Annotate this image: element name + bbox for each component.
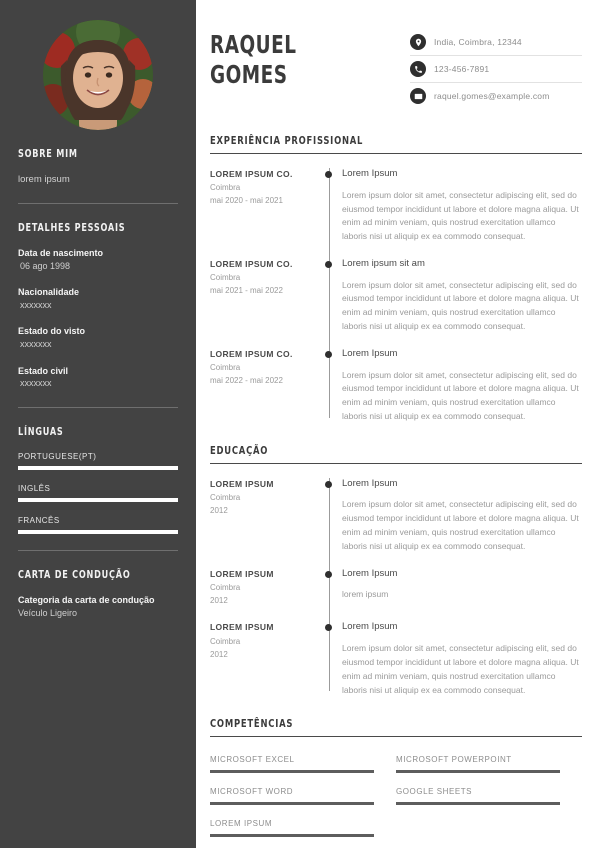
timeline-line bbox=[329, 168, 330, 258]
skill-item bbox=[210, 786, 396, 805]
timeline bbox=[322, 621, 338, 697]
personal-details-heading: DETALHES PESSOAIS bbox=[18, 222, 126, 235]
about-text: lorem ipsum bbox=[18, 174, 70, 185]
page-title bbox=[210, 26, 410, 89]
entry-description: lorem ipsum bbox=[342, 589, 389, 600]
entry-organization: LOREM IPSUM CO. bbox=[210, 258, 293, 269]
entry-description: Lorem ipsum dolor sit amet, consectetur adipiscing elit, sed do eiusmod tempor incididunt ut labore et dolore magna aliqua. Ut enim ad minim veniam, quis nostrud exercitation ullamco laboris nisi ut aliquip ex ea commodo consequat. bbox=[342, 279, 579, 331]
entry-date: mai 2020 - mai 2021 bbox=[210, 196, 283, 206]
first-name: RAQUEL bbox=[210, 30, 297, 59]
entry-date: 2012 bbox=[210, 649, 228, 659]
entry-meta bbox=[210, 478, 322, 554]
contact-phone bbox=[410, 61, 582, 83]
entry-city: Coimbra bbox=[210, 363, 241, 373]
entry-description: Lorem ipsum dolor sit amet, consectetur adipiscing elit, sed do eiusmod tempor incididunt ut labore et dolore magna aliqua. Ut enim ad minim veniam, quis nostrud exercitation ullamco laboris nisi ut aliquip ex ea commodo consequat. bbox=[342, 369, 579, 421]
entry-city: Coimbra bbox=[210, 492, 241, 502]
last-name: GOMES bbox=[210, 59, 288, 89]
experience-entry bbox=[210, 168, 582, 244]
skill-item bbox=[396, 786, 582, 805]
entry-date: 2012 bbox=[210, 595, 228, 605]
section-personal-details bbox=[18, 222, 178, 390]
skill-level-fill bbox=[210, 770, 374, 773]
skill-level-fill bbox=[210, 834, 374, 837]
skill-name: GOOGLE SHEETS bbox=[396, 787, 473, 797]
entry-title: Lorem Ipsum bbox=[342, 168, 398, 179]
driving-license-heading: CARTA DE CONDUÇÃO bbox=[18, 568, 131, 581]
detail-item bbox=[18, 286, 178, 312]
skill-name: MICROSOFT POWERPOINT bbox=[396, 755, 512, 765]
education-entry bbox=[210, 568, 582, 608]
entry-date: 2012 bbox=[210, 505, 228, 515]
detail-value: xxxxxxx bbox=[20, 299, 52, 310]
avatar bbox=[43, 20, 153, 130]
sidebar bbox=[0, 0, 196, 848]
entry-organization: LOREM IPSUM bbox=[210, 568, 274, 579]
section-rule bbox=[210, 736, 582, 737]
skill-level-track bbox=[396, 802, 560, 805]
entry-city: Coimbra bbox=[210, 582, 241, 592]
entry-date: mai 2021 - mai 2022 bbox=[210, 285, 283, 295]
timeline-line bbox=[329, 348, 330, 418]
timeline-dot-icon bbox=[325, 171, 332, 178]
entry-meta bbox=[210, 168, 322, 244]
skill-level-fill bbox=[210, 802, 374, 805]
skill-item bbox=[210, 754, 396, 773]
detail-value: xxxxxxx bbox=[20, 339, 52, 350]
profile-photo-wrapper bbox=[18, 20, 178, 130]
entry-meta bbox=[210, 568, 322, 608]
skill-item bbox=[396, 754, 582, 773]
language-level-track bbox=[18, 530, 178, 534]
section-about bbox=[18, 148, 178, 187]
entry-title: Lorem Ipsum bbox=[342, 621, 398, 633]
timeline bbox=[322, 258, 338, 334]
entry-title: Lorem Ipsum bbox=[342, 477, 398, 489]
detail-label: Data de nascimento bbox=[18, 248, 104, 259]
entry-meta bbox=[210, 621, 322, 697]
entry-organization: LOREM IPSUM bbox=[210, 622, 274, 633]
detail-label: Estado do visto bbox=[18, 326, 86, 337]
experience-entry bbox=[210, 258, 582, 334]
sidebar-divider bbox=[18, 203, 178, 204]
entry-body bbox=[338, 478, 582, 554]
entry-description: Lorem ipsum dolor sit amet, consectetur adipiscing elit, sed do eiusmod tempor incididunt ut labore et dolore magna aliqua. Ut enim ad minim veniam, quis nostrud exercitation ullamco laboris nisi ut aliquip ex ea commodo consequat. bbox=[342, 643, 579, 695]
entry-description: Lorem ipsum dolor sit amet, consectetur adipiscing elit, sed do eiusmod tempor incididunt ut labore et dolore magna aliqua. Ut enim ad minim veniam, quis nostrud exercitation ullamco laboris nisi ut aliquip ex ea commodo consequat. bbox=[342, 189, 579, 242]
entry-city: Coimbra bbox=[210, 636, 241, 646]
language-name: INGLÊS bbox=[18, 483, 51, 493]
detail-label: Estado civil bbox=[18, 365, 69, 376]
skill-level-track bbox=[210, 834, 374, 837]
entry-title: Lorem Ipsum bbox=[342, 567, 398, 579]
entry-body bbox=[338, 568, 582, 608]
entry-body bbox=[338, 621, 582, 697]
main-content bbox=[196, 0, 600, 848]
skill-name: LOREM IPSUM bbox=[210, 819, 273, 829]
language-item bbox=[18, 483, 178, 502]
language-level-track bbox=[18, 498, 178, 502]
timeline bbox=[322, 168, 338, 244]
education-entry bbox=[210, 478, 582, 554]
experience-heading: EXPERIÊNCIA PROFISSIONAL bbox=[210, 134, 364, 147]
section-skills bbox=[210, 717, 582, 837]
entry-body bbox=[338, 348, 582, 424]
education-heading: EDUCAÇÃO bbox=[210, 443, 269, 457]
timeline bbox=[322, 568, 338, 608]
timeline-dot-icon bbox=[325, 261, 332, 268]
contact-list bbox=[410, 26, 582, 114]
detail-value: xxxxxxx bbox=[20, 378, 52, 389]
entry-title: Lorem Ipsum bbox=[342, 347, 398, 359]
timeline-dot-icon bbox=[325, 624, 332, 631]
entry-organization: LOREM IPSUM CO. bbox=[210, 169, 293, 179]
entry-date: mai 2022 - mai 2022 bbox=[210, 375, 283, 385]
header bbox=[210, 26, 582, 114]
timeline-line bbox=[329, 258, 330, 348]
timeline bbox=[322, 478, 338, 554]
skills-list bbox=[210, 741, 582, 837]
language-name: FRANCÊS bbox=[18, 515, 60, 525]
skill-level-track bbox=[210, 770, 374, 773]
skill-name: MICROSOFT EXCEL bbox=[210, 755, 295, 765]
detail-value: 06 ago 1998 bbox=[20, 260, 71, 271]
languages-heading: LÍNGUAS bbox=[18, 425, 64, 438]
entry-organization: LOREM IPSUM bbox=[210, 478, 274, 489]
section-education bbox=[210, 444, 582, 698]
section-experience bbox=[210, 134, 582, 424]
avatar-illustration bbox=[43, 20, 153, 130]
section-rule bbox=[210, 463, 582, 464]
language-level-fill bbox=[18, 466, 178, 470]
detail-label: Nacionalidade bbox=[18, 287, 80, 298]
language-level-track bbox=[18, 466, 178, 470]
skills-heading: COMPETÊNCIAS bbox=[210, 717, 294, 731]
section-driving-license bbox=[18, 569, 178, 621]
driving-license-value: Veículo Ligeiro bbox=[18, 607, 78, 618]
sidebar-divider bbox=[18, 550, 178, 551]
contact-address bbox=[410, 34, 582, 56]
skill-name: MICROSOFT WORD bbox=[210, 787, 294, 797]
entry-title: Lorem ipsum sit am bbox=[342, 257, 425, 269]
contact-email bbox=[410, 88, 582, 109]
entry-meta bbox=[210, 348, 322, 424]
section-languages bbox=[18, 426, 178, 534]
skill-level-fill bbox=[396, 802, 560, 805]
section-rule bbox=[210, 153, 582, 154]
about-heading: SOBRE MIM bbox=[18, 148, 78, 160]
entry-body bbox=[338, 258, 582, 334]
skill-item bbox=[210, 818, 396, 837]
education-entry bbox=[210, 621, 582, 697]
timeline-dot-icon bbox=[325, 571, 332, 578]
detail-item bbox=[18, 365, 178, 391]
phone-icon bbox=[410, 61, 426, 77]
contact-email-text: raquel.gomes@example.com bbox=[434, 91, 550, 101]
driving-license-item bbox=[18, 594, 178, 621]
language-level-fill bbox=[18, 498, 178, 502]
timeline-dot-icon bbox=[325, 481, 332, 488]
driving-license-label: Categoria da carta de condução bbox=[18, 594, 155, 605]
language-name: PORTUGUESE(PT) bbox=[18, 451, 97, 461]
skill-level-track bbox=[210, 802, 374, 805]
entry-meta bbox=[210, 258, 322, 334]
skill-level-fill bbox=[396, 770, 560, 773]
experience-entry bbox=[210, 348, 582, 424]
language-item bbox=[18, 515, 178, 534]
envelope-icon bbox=[410, 88, 426, 104]
detail-item bbox=[18, 325, 178, 351]
sidebar-divider bbox=[18, 407, 178, 408]
entry-description: Lorem ipsum dolor sit amet, consectetur adipiscing elit, sed do eiusmod tempor incididunt ut labore et dolore magna aliqua. Ut enim ad minim veniam, quis nostrud exercitation ullamco laboris nisi ut aliquip ex ea commodo consequat. bbox=[342, 499, 579, 551]
entry-city: Coimbra bbox=[210, 183, 241, 193]
timeline-dot-icon bbox=[325, 351, 332, 358]
detail-item bbox=[18, 247, 178, 273]
entry-body bbox=[338, 168, 582, 244]
location-pin-icon bbox=[410, 34, 426, 50]
timeline-line bbox=[329, 478, 330, 568]
contact-address-text: India, Coimbra, 12344 bbox=[434, 37, 522, 47]
contact-phone-text: 123-456-7891 bbox=[434, 64, 490, 74]
language-level-fill bbox=[18, 530, 178, 534]
language-item bbox=[18, 451, 178, 470]
timeline-line bbox=[329, 621, 330, 691]
entry-organization: LOREM IPSUM CO. bbox=[210, 348, 293, 359]
skill-level-track bbox=[396, 770, 560, 773]
timeline bbox=[322, 348, 338, 424]
entry-city: Coimbra bbox=[210, 273, 241, 283]
